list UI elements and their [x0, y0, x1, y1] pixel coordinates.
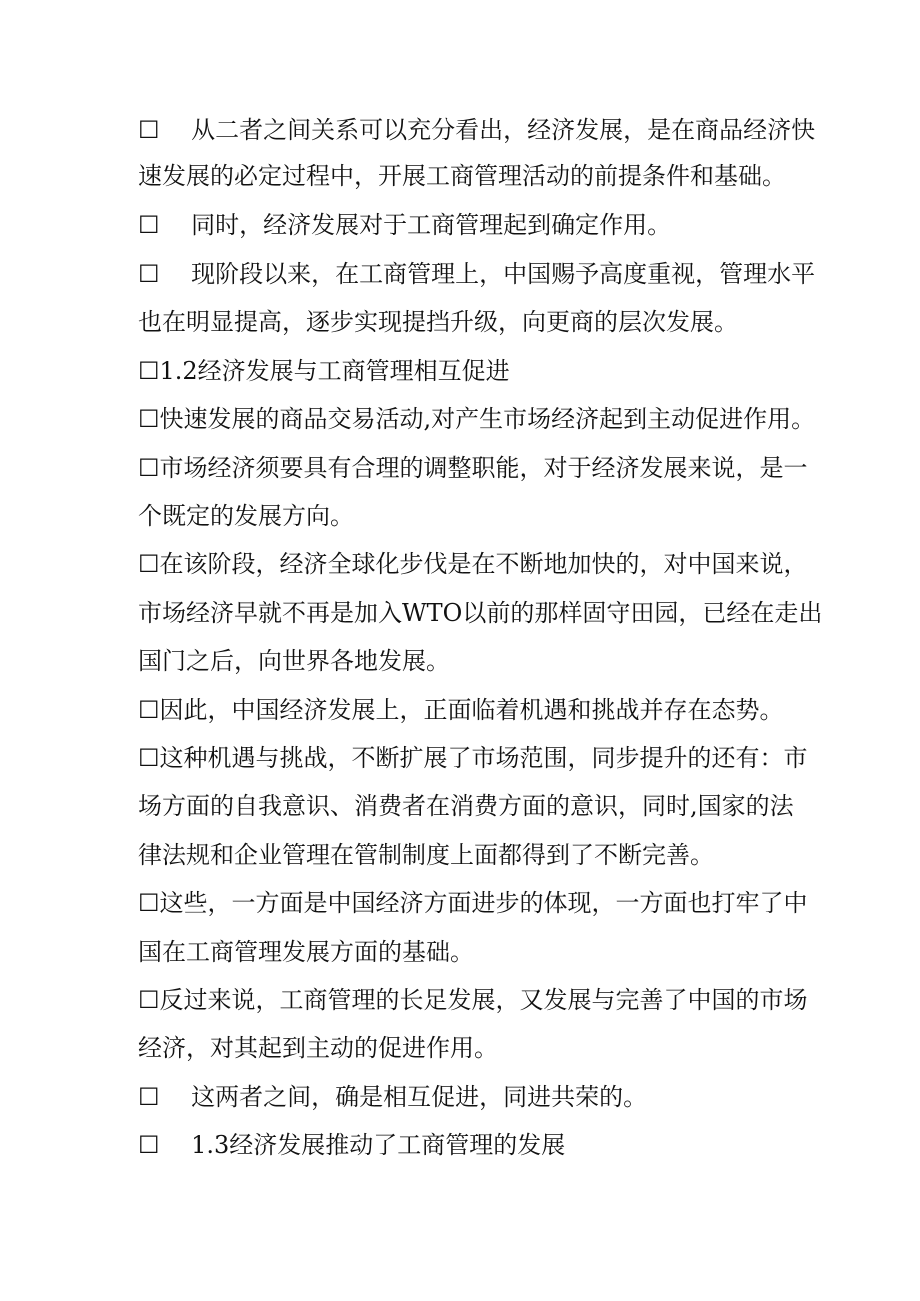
text-line: ☐这种机遇与挑战，不断扩展了市场范围，同步提升的还有：市 — [138, 744, 808, 772]
text-line: 国门之后，向世界各地发展。 — [138, 647, 450, 675]
text-line: ☐因此，中国经济发展上，正面临着机遇和挑战并存在态势。 — [138, 696, 784, 724]
text-line: ☐ 从二者之间关系可以充分看出，经济发展，是在商品经济快 — [138, 116, 816, 144]
text-line: 国在工商管理发展方面的基础。 — [138, 938, 474, 966]
text-line: ☐这些，一方面是中国经济方面进步的体现，一方面也打牢了中 — [138, 889, 808, 917]
text-line: 个既定的发展方向。 — [138, 502, 354, 530]
text-line: ☐在该阶段，经济全球化步伐是在不断地加快的，对中国来说， — [138, 550, 808, 578]
text-line: 也在明显提高，逐步实现提挡升级，向更商的层次发展。 — [138, 308, 738, 336]
text-line: 市场经济早就不再是加入WTO以前的那样固守田园，已经在走出 — [138, 599, 823, 627]
text-line: ☐反过来说，工商管理的长足发展，又发展与完善了中国的市场 — [138, 986, 808, 1014]
text-line: ☐ 现阶段以来，在工商管理上，中国赐予高度重视，管理水平 — [138, 260, 816, 288]
text-line: ☐市场经济须要具有合理的调整职能，对于经济发展来说，是一 — [138, 454, 808, 482]
section-heading: ☐1.2经济发展与工商管理相互促进 — [138, 357, 510, 385]
section-heading: ☐ 1.3经济发展推动了工商管理的发展 — [138, 1131, 566, 1159]
text-line: 场方面的自我意识、消费者在消费方面的意识，同时,国家的法 — [138, 792, 794, 820]
text-line: ☐ 同时，经济发展对于工商管理起到确定作用。 — [138, 211, 672, 239]
text-line: 经济，对其起到主动的促进作用。 — [138, 1034, 498, 1062]
text-line: 律法规和企业管理在管制制度上面都得到了不断完善。 — [138, 841, 714, 869]
text-line: ☐ 这两者之间，确是相互促进，同进共荣的。 — [138, 1083, 648, 1111]
text-line: 速发展的必定过程中，开展工商管理活动的前提条件和基础。 — [138, 162, 786, 190]
text-line: ☐快速发展的商品交易活动,对产生市场经济起到主动促进作用。 — [138, 405, 816, 433]
